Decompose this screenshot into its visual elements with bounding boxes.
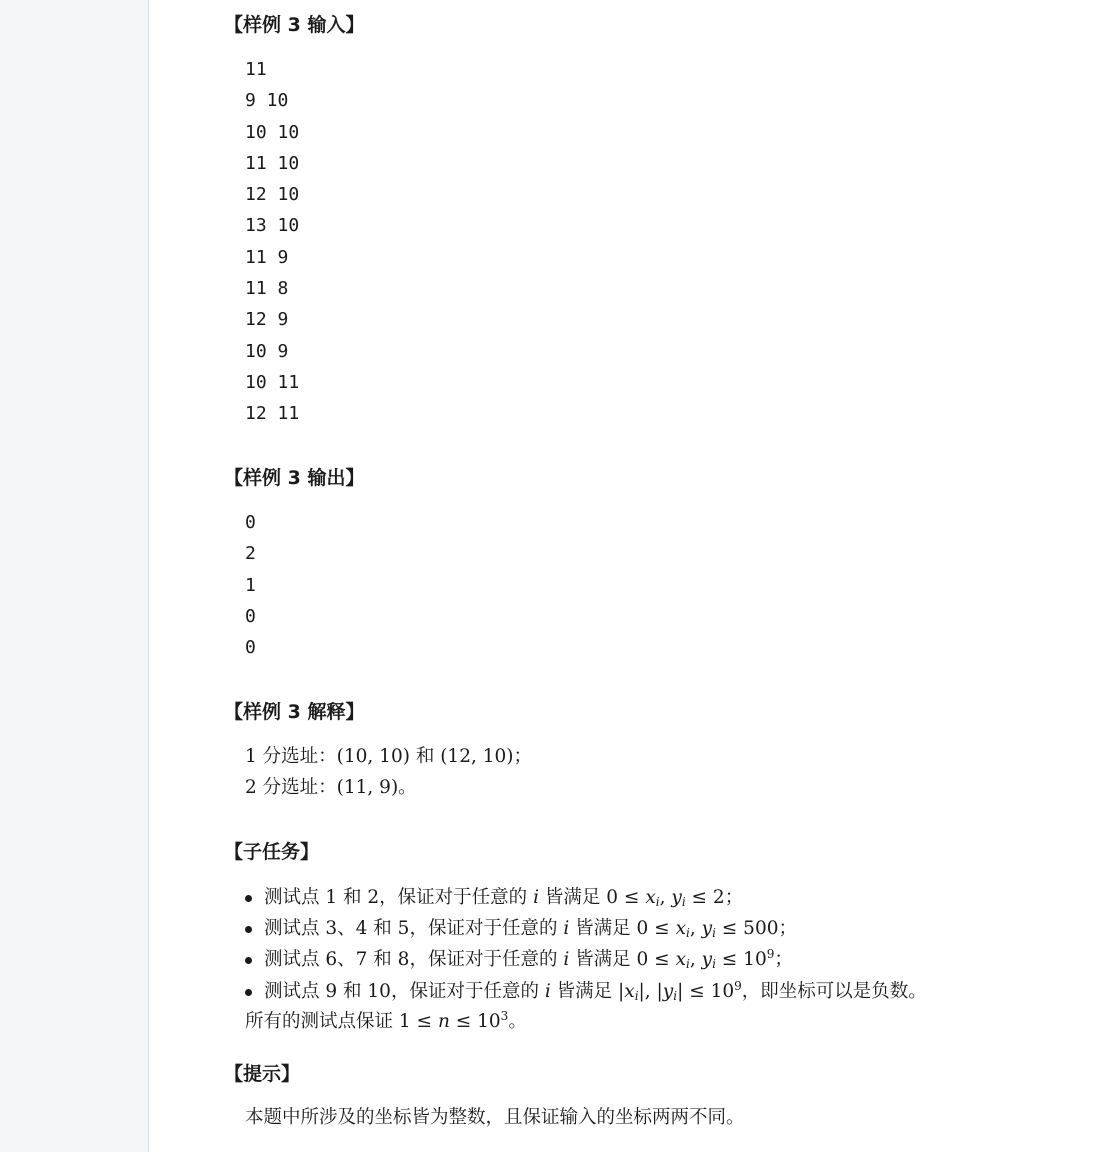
sample3-explanation-body: [245, 741, 532, 803]
explanation-line-2: [245, 772, 532, 803]
code-line: 10 11: [245, 371, 300, 393]
subtask-text: ；: [778, 918, 798, 940]
code-line: 11: [245, 59, 267, 80]
math-point: (10, 10): [336, 746, 410, 767]
math-exponent: 9: [734, 978, 742, 993]
document-page: [148, 0, 1108, 1152]
math-var: i: [563, 918, 570, 940]
hint-body: [245, 1102, 745, 1133]
code-line: 10 10: [245, 121, 300, 143]
code-line: 2: [245, 543, 256, 565]
subtask-text: ；: [724, 887, 744, 908]
subtask-text: 测试点 6、7 和 8，保证对于任意的: [264, 949, 564, 971]
sample3-input-title: 【样例 3 输入】: [224, 14, 365, 36]
math-bound: ≤ 10: [715, 949, 767, 971]
math-var: n: [437, 1011, 450, 1032]
math-bound: ≤ 2: [685, 887, 725, 908]
code-line: 12 9: [245, 309, 289, 331]
hint-text: 本题中所涉及的坐标皆为整数，且保证输入的坐标两两不同。: [245, 1107, 745, 1128]
subtasks-title: 【子任务】: [224, 841, 320, 863]
math-bound: 0 ≤: [636, 918, 676, 940]
explanation-text: 和: [409, 746, 441, 767]
math-var: i: [563, 949, 570, 971]
math-bound: 0 ≤: [636, 949, 676, 971]
list-item: [244, 944, 927, 975]
explanation-line-1: [245, 741, 532, 772]
code-line: 11 8: [245, 278, 289, 300]
footer-text: 所有的测试点保证: [245, 1011, 399, 1032]
math-bound: 0 ≤: [606, 887, 646, 908]
subtasks-list: [244, 882, 927, 1007]
sample3-output-title: 【样例 3 输出】: [224, 467, 365, 489]
sample3-output-block: [245, 507, 256, 663]
math-exponent: 9: [766, 947, 775, 962]
math-var: i: [533, 887, 539, 908]
math-bound: 1 ≤: [398, 1011, 438, 1032]
subtask-text: 皆满足: [569, 918, 637, 940]
math-expression: $0 \le x_i$, $y_i \le 500$: [636, 918, 779, 941]
code-line: 11 10: [245, 152, 300, 174]
subtask-text: ；: [774, 949, 793, 971]
list-item: [244, 976, 927, 1007]
code-line: 0: [245, 512, 256, 533]
sample3-explanation-title: 【样例 3 解释】: [224, 701, 365, 723]
explanation-text: 2 分选址：: [245, 777, 337, 798]
subtasks-footer: [245, 1006, 527, 1037]
subtasks-footer-line: [245, 1006, 527, 1037]
math-expression: $0 \le x_i$, $y_i \le 10^9$: [636, 947, 775, 972]
hint-title: 【提示】: [224, 1063, 301, 1085]
code-line: 0: [245, 637, 256, 659]
math-bound: ≤ 10: [683, 980, 735, 1002]
math-var: i: [544, 980, 551, 1002]
explanation-text: 。: [398, 777, 417, 798]
subtask-text: 测试点 3、4 和 5，保证对于任意的: [264, 918, 564, 940]
math-expression: [399, 1011, 508, 1032]
math-exponent: 3: [500, 1009, 509, 1023]
list-item: [244, 882, 927, 913]
math-point: (12, 10): [440, 746, 514, 767]
subtask-text: 皆满足: [539, 887, 607, 908]
code-line: 10 9: [245, 340, 289, 362]
sample3-input-block: [245, 54, 299, 430]
math-bound: ≤ 10: [449, 1011, 501, 1032]
code-line: 1: [245, 574, 256, 596]
explanation-text: 1 分选址：: [245, 746, 337, 767]
math-bound: ≤ 500: [715, 918, 779, 940]
subtask-text: 皆满足: [550, 980, 619, 1002]
subtask-text: 皆满足: [569, 949, 637, 971]
math-point: (11, 9): [336, 777, 399, 798]
code-line: 12 10: [245, 184, 300, 206]
math-expression: $0 \le x_i$, $y_i \le 2$: [606, 887, 725, 909]
code-line: 13 10: [245, 215, 300, 237]
footer-text: 。: [508, 1011, 527, 1032]
list-item: [244, 913, 927, 944]
code-line: 0: [245, 605, 256, 627]
code-line: 9 10: [245, 90, 289, 112]
explanation-text: ；: [513, 746, 532, 767]
math-expression: $|x_i|$, $|y_i| \le 10^9$: [618, 978, 742, 1003]
code-line: 11 9: [245, 246, 289, 268]
subtask-text: ，即坐标可以是负数。: [741, 980, 927, 1002]
subtask-text: 测试点 9 和 10，保证对于任意的: [264, 980, 545, 1002]
subtask-text: 测试点 1 和 2，保证对于任意的: [264, 887, 534, 908]
code-line: 12 11: [245, 403, 300, 425]
